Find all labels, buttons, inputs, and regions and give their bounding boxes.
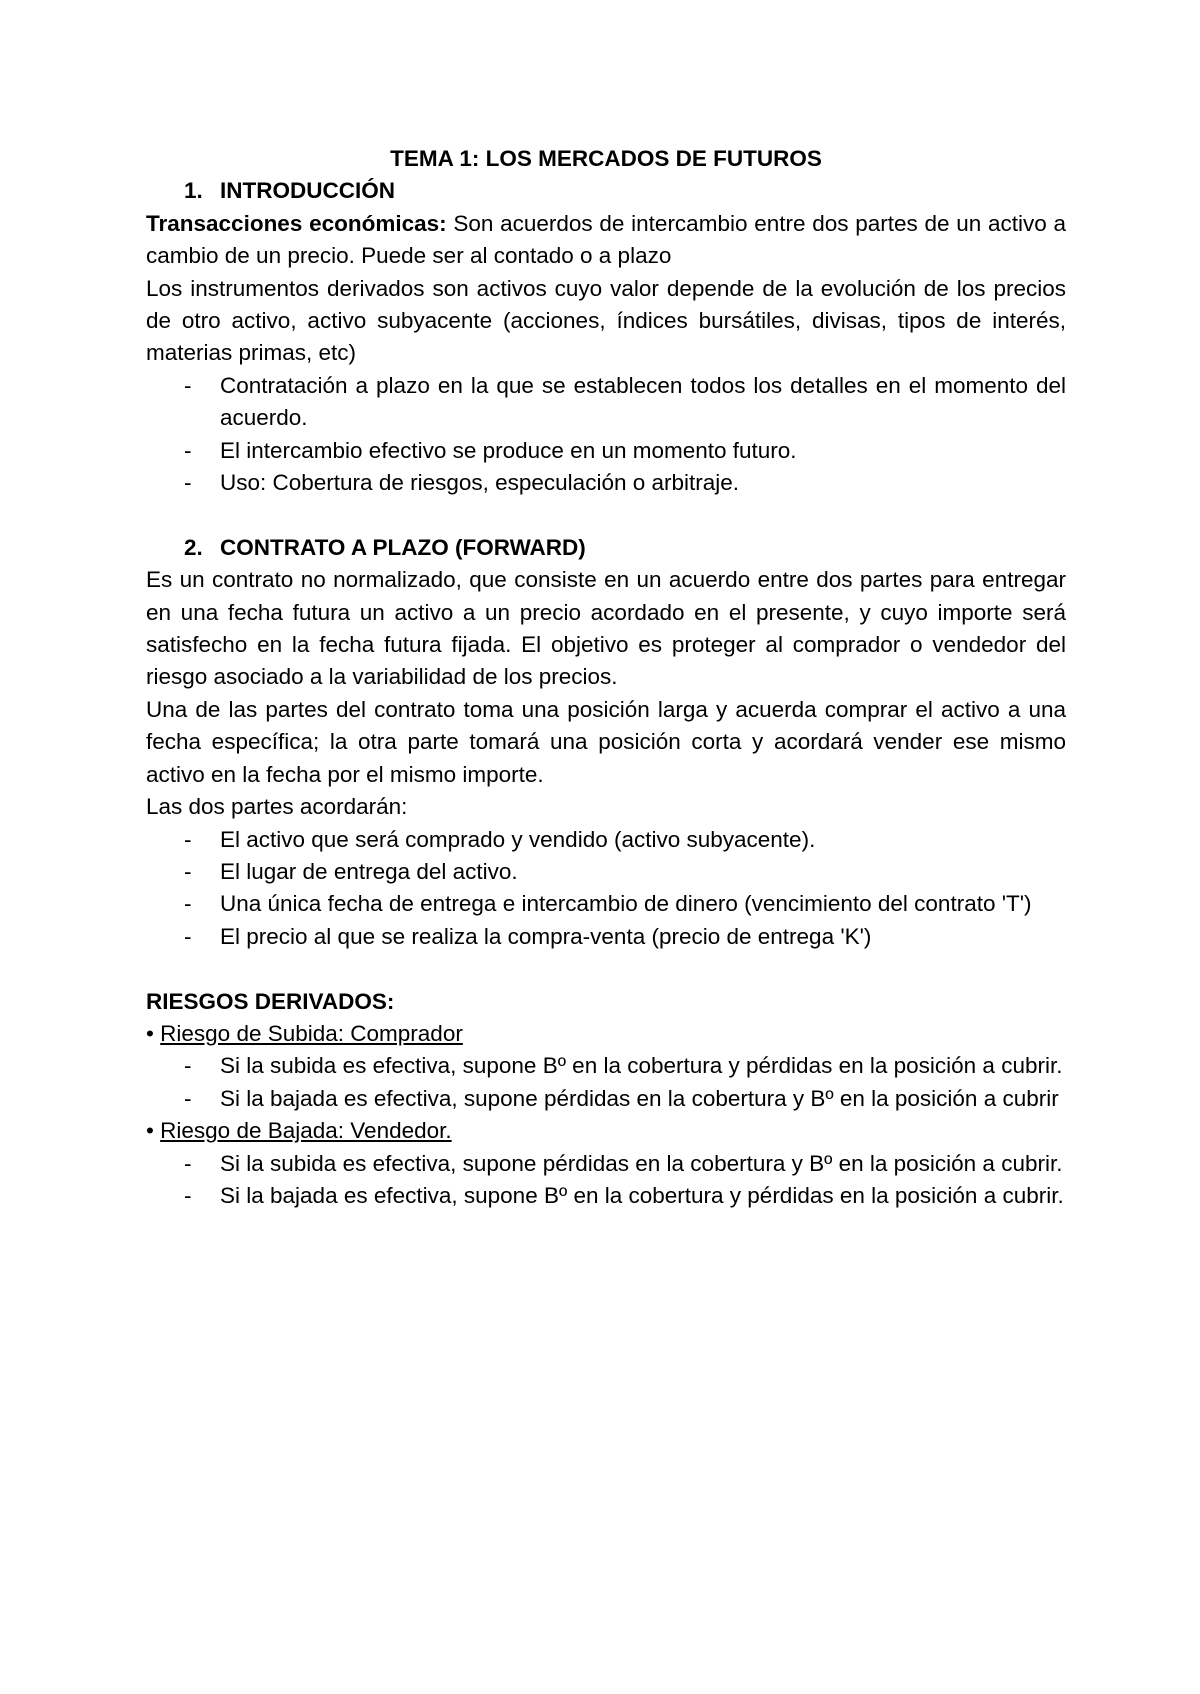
list-item bbox=[146, 824, 1066, 856]
dash-marker: - bbox=[184, 1085, 192, 1111]
list-item bbox=[146, 435, 1066, 467]
list-item-text: Una única fecha de entrega e intercambio de dinero (vencimiento del contrato 'T') bbox=[220, 891, 1032, 917]
list-item-text: El intercambio efectivo se produce en un momento futuro. bbox=[220, 437, 797, 463]
bullet-riesgo-bajada bbox=[146, 1115, 1066, 1147]
list-item-text: El lugar de entrega del activo. bbox=[220, 858, 518, 884]
list-item bbox=[146, 856, 1066, 888]
bullet-label: Riesgo de Subida: Comprador bbox=[160, 1020, 463, 1046]
term-definition: Son acuerdos de intercambio entre dos partes de un activo a cambio de un precio. Puede ser al contado o a plazo bbox=[146, 210, 1067, 269]
section-title: INTRODUCCIÓN bbox=[220, 178, 395, 204]
list-item bbox=[146, 467, 1066, 499]
list-item bbox=[146, 1148, 1066, 1180]
blank-line bbox=[146, 499, 1066, 531]
dash-marker: - bbox=[184, 1182, 192, 1208]
riesgos-heading: RIESGOS DERIVADOS: bbox=[146, 988, 395, 1014]
blank-line bbox=[146, 953, 1066, 985]
document-body bbox=[146, 143, 1066, 1212]
section-number: 1. bbox=[184, 178, 203, 204]
list-item bbox=[146, 1180, 1066, 1212]
page-title: TEMA 1: LOS MERCADOS DE FUTUROS bbox=[390, 146, 822, 171]
dash-marker: - bbox=[184, 858, 192, 884]
dash-list-introduccion bbox=[146, 370, 1066, 500]
list-item-text: El precio al que se realiza la compra-venta (precio de entrega 'K') bbox=[220, 923, 872, 949]
dash-marker: - bbox=[184, 372, 192, 398]
list-item bbox=[146, 888, 1066, 920]
paragraph-derivados: Los instrumentos derivados son activos cuyo valor depende de la evolución de los precios de otro activo, activo subyacente (acciones, índices bursátiles, divisas, tipos de interés, materias primas, etc) bbox=[146, 275, 1066, 366]
bullet-riesgo-subida bbox=[146, 1018, 1066, 1050]
dash-marker: - bbox=[184, 470, 192, 496]
section-heading-introduccion bbox=[146, 175, 1066, 207]
list-item bbox=[146, 921, 1066, 953]
bullet-marker: • bbox=[146, 1118, 154, 1144]
dash-list-bajada bbox=[146, 1148, 1066, 1213]
bullet-label: Riesgo de Bajada: Vendedor. bbox=[160, 1118, 452, 1144]
list-item-text: Si la subida es efectiva, supone Bº en la cobertura y pérdidas en la posición a cubrir. bbox=[220, 1053, 1063, 1079]
dash-marker: - bbox=[184, 923, 192, 949]
list-item-text: Si la bajada es efectiva, supone Bº en la cobertura y pérdidas en la posición a cubrir. bbox=[220, 1182, 1064, 1208]
dash-marker: - bbox=[184, 891, 192, 917]
bullet-marker: • bbox=[146, 1020, 154, 1046]
paragraph-forward-agreement: Las dos partes acordarán: bbox=[146, 794, 408, 820]
paragraph-transacciones bbox=[146, 208, 1066, 273]
dash-marker: - bbox=[184, 826, 192, 852]
list-item bbox=[146, 1050, 1066, 1082]
list-item-text: Si la bajada es efectiva, supone pérdidas en la cobertura y Bº en la posición a cubrir bbox=[220, 1085, 1059, 1111]
section-number: 2. bbox=[184, 534, 203, 560]
paragraph-forward-definition: Es un contrato no normalizado, que consiste en un acuerdo entre dos partes para entregar en una fecha futura un activo a un precio acordado en el presente, y cuyo importe será satisfecho en la fecha futura fijada. El objetivo es proteger al comprador o vendedor del riesgo asociado a la variabilidad de los precios. bbox=[146, 567, 1066, 690]
dash-list-subida bbox=[146, 1050, 1066, 1115]
list-item bbox=[146, 1083, 1066, 1115]
dash-marker: - bbox=[184, 1150, 192, 1176]
list-item-text: Si la subida es efectiva, supone pérdidas en la cobertura y Bº en la posición a cubrir. bbox=[220, 1150, 1063, 1176]
paragraph-forward-positions: Una de las partes del contrato toma una posición larga y acuerda comprar el activo a una fecha específica; la otra parte tomará una posición corta y acordará vender ese mismo activo en la fecha por el mismo importe. bbox=[146, 696, 1066, 787]
section-heading-forward bbox=[146, 532, 1066, 564]
term-label: Transacciones económicas: bbox=[146, 210, 447, 236]
dash-list-forward bbox=[146, 824, 1066, 954]
list-item-text: Uso: Cobertura de riesgos, especulación o arbitraje. bbox=[220, 470, 740, 496]
list-item-text: Contratación a plazo en la que se establecen todos los detalles en el momento del acuerdo. bbox=[220, 372, 1066, 431]
dash-marker: - bbox=[184, 1053, 192, 1079]
list-item-text: El activo que será comprado y vendido (activo subyacente). bbox=[220, 826, 816, 852]
list-item bbox=[146, 370, 1066, 435]
section-title: CONTRATO A PLAZO (FORWARD) bbox=[220, 534, 586, 560]
dash-marker: - bbox=[184, 437, 192, 463]
